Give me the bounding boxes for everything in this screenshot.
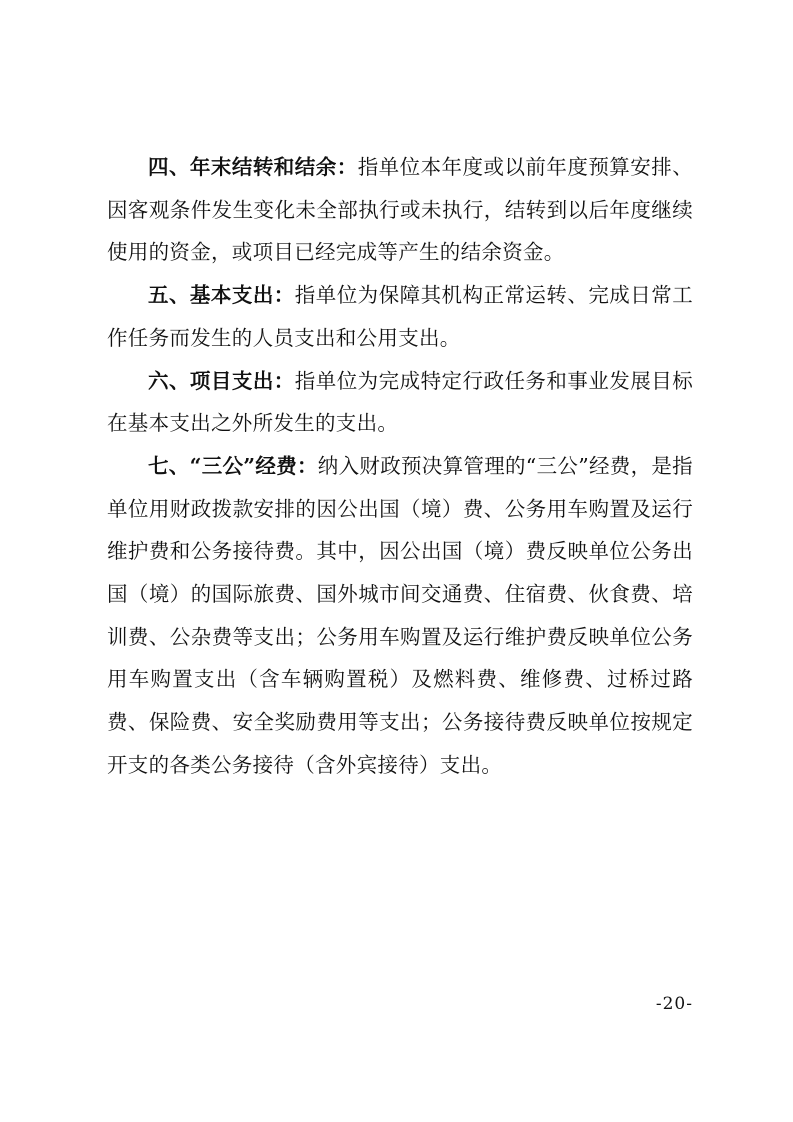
term-year-end-balance: 四、年末结转和结余： — [148, 155, 358, 179]
definition-year-end-balance: 指单位本年度或以前年度预算安排、因客观条件发生变化未全部执行或未执行，结转到以后年度继续使用的资金，或项目已经完成等产生的结余资金。 — [107, 155, 693, 265]
paragraph-three-public-expenses — [107, 445, 693, 787]
definition-basic-expenditure: 指单位为保障其机构正常运转、完成日常工作任务而发生的人员支出和公用支出。 — [107, 283, 693, 350]
document-body — [107, 146, 693, 787]
paragraph-basic-expenditure — [107, 274, 693, 359]
term-project-expenditure: 六、项目支出： — [148, 368, 295, 393]
page-number: -20- — [655, 994, 693, 1014]
definition-project-expenditure: 指单位为完成特定行政任务和事业发展目标在基本支出之外所发生的支出。 — [107, 368, 693, 436]
paragraph-project-expenditure — [107, 360, 693, 445]
term-basic-expenditure: 五、基本支出： — [148, 283, 295, 308]
term-three-public-expenses: 七、“三公”经费： — [148, 453, 318, 478]
paragraph-year-end-balance — [107, 146, 693, 274]
definition-three-public-expenses: 纳入财政预决算管理的“三公”经费，是指单位用财政拨款安排的因公出国（境）费、公务用车购置及运行维护费和公务接待费。其中，因公出国（境）费反映单位公务出国（境）的国际旅费、国外城市间交通费、住宿费、伙食费、培训费、公杂费等支出；公务用车购置及运行维护费反映单位公务用车购置支出（含车辆购置税）及燃料费、维修费、过桥过路费、保险费、安全奖励费用等支出；公务接待费反映单位按规定开支的各类公务接待（含外宾接待）支出。 — [107, 453, 693, 777]
